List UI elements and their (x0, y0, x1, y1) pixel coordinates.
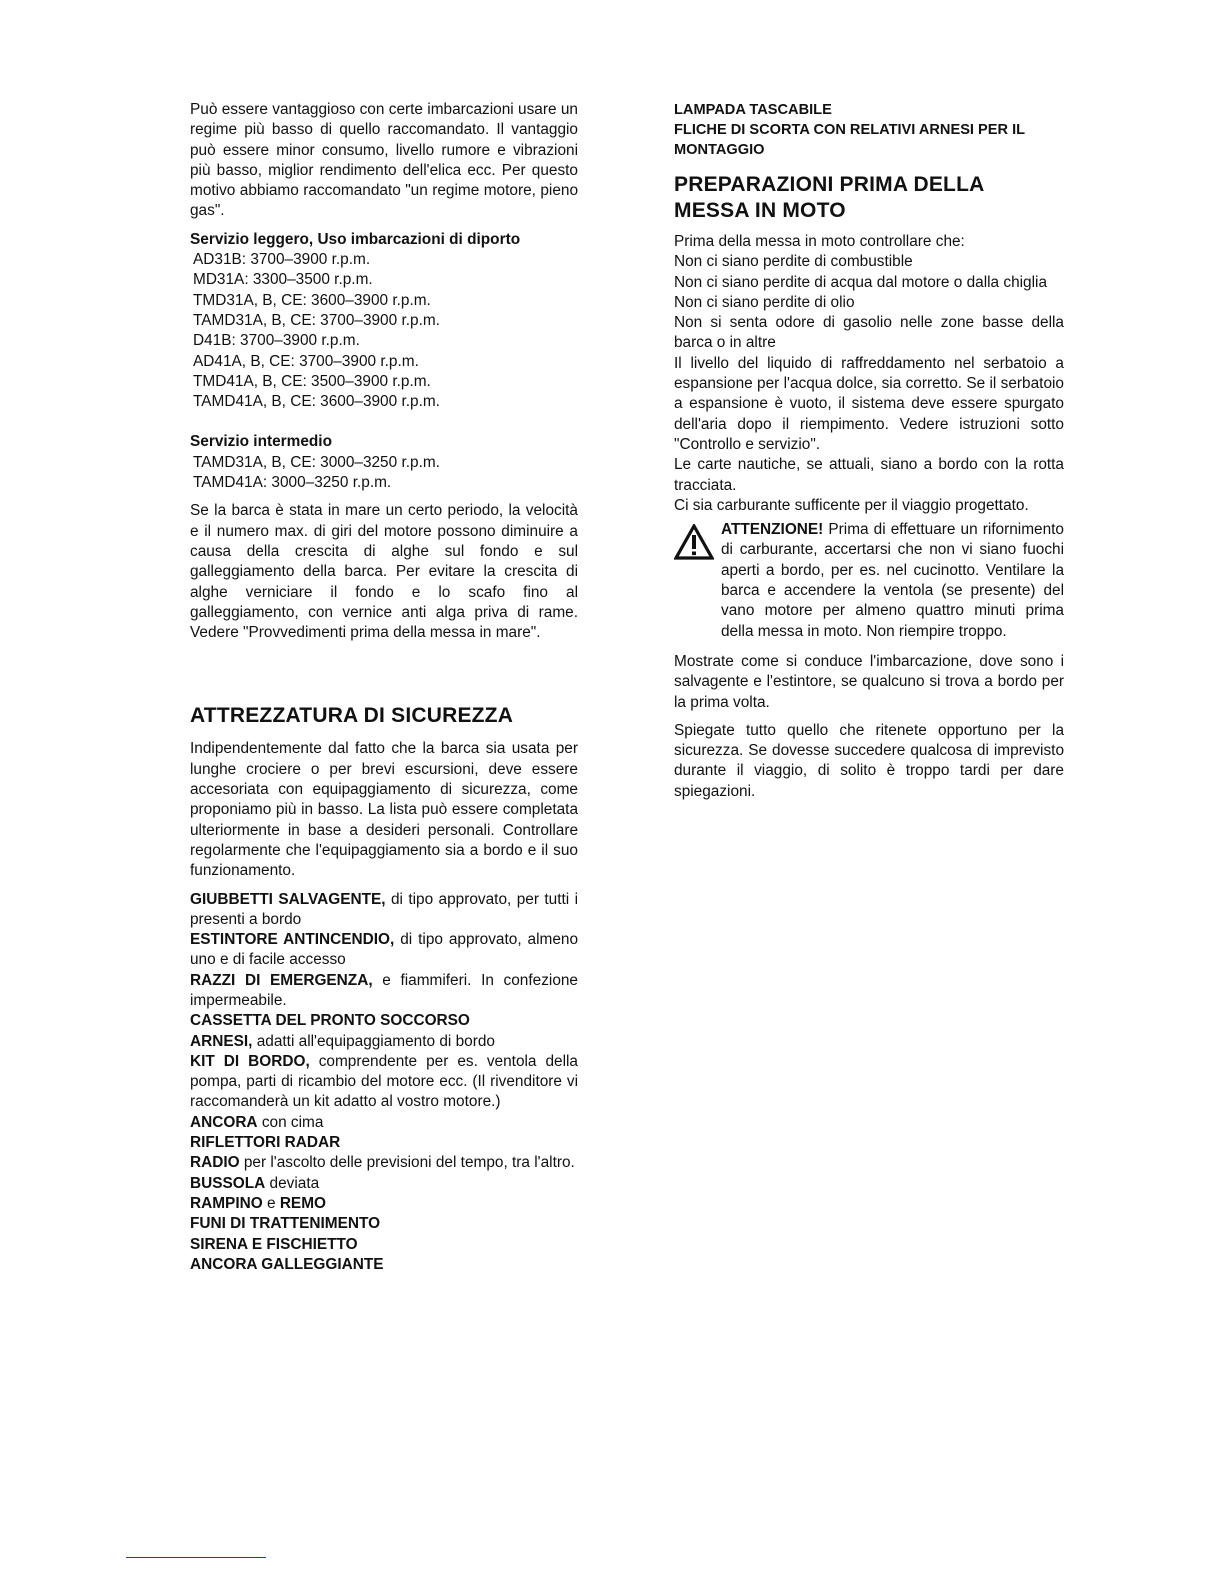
explain-safety-paragraph: Spiegate tutto quello che ritenete opportuno per la sicurezza. Se dovesse succedere qualcosa di imprevisto durante il viaggio, di solito è troppo tardi per dare spiegazioni. (674, 721, 1064, 800)
equipment-item: ANCORA GALLEGGIANTE (190, 1255, 384, 1273)
equipment-item: BUSSOLA deviata (190, 1174, 320, 1192)
safety-equipment-list (190, 890, 578, 1276)
equipment-item: ESTINTORE ANTINCENDIO, di tipo approvato, almeno uno e di facile accesso (190, 931, 579, 969)
equipment-item: RIFLETTORI RADAR (190, 1134, 341, 1152)
safety-intro-paragraph: Indipendentemente dal fatto che la barca sia usata per lunghe crociere o per brevi escursioni, deve essere accesoriata con equipaggiamento di sicurezza, come proponiamo più in basso. La lista può essere completata ulteriormente in base a desideri personali. Controllare regolarmente che l'equipaggiamento sia a bordo e il suo funzionamento. (190, 740, 578, 880)
show-vessel-paragraph: Mostrate come si conduce l'imbarcazione, dove sono i salvagente e l'estintore, se qualcuno si trova a bordo per la prima volta. (674, 652, 1064, 711)
warning-text: ATTENZIONE! Prima di effettuare un rifornimento di carburante, accertarsi che non vi siano fuochi aperti a bordo, per es. nel cucinotto. Ventilare la barca e accendere la ventola (se presente) del vano motore per almeno quattro minuti prima della messa in moto. Non riempire troppo. (721, 521, 1064, 640)
rpm-item: AD31B: 3700–3900 r.p.m. (193, 251, 371, 269)
checklist-item: Prima della messa in moto controllare che: (674, 233, 965, 250)
checklist-item: Le carte nautiche, se attuali, siano a bordo con la rotta tracciata. (674, 456, 1064, 494)
equipment-item-flashlight: LAMPADA TASCABILE (674, 102, 832, 118)
warning-label: ATTENZIONE! (721, 521, 824, 539)
medium-duty-rpm-list (190, 453, 578, 494)
equipment-item: GIUBBETTI SALVAGENTE, di tipo approvato, per tutti i presenti a bordo (190, 890, 578, 928)
equipment-item: RAZZI DI EMERGENZA, e fiammiferi. In confezione impermeabile. (190, 971, 578, 1009)
rpm-item: D41B: 3700–3900 r.p.m. (193, 332, 360, 350)
equipment-item: RADIO per l'ascolto delle previsioni del tempo, tra l'altro. (190, 1154, 575, 1172)
fuel-warning (674, 520, 1064, 642)
equipment-item: KIT DI BORDO, comprendente per es. ventola della pompa, parti di ricambio del motore ecc. (Il rivenditore vi raccomanderà un kit adatto al vostro motore.) (190, 1052, 578, 1111)
rpm-item: TAMD41A: 3000–3250 r.p.m. (193, 474, 392, 492)
checklist-item: Non ci siano perdite di acqua dal motore o dalla chiglia (674, 273, 1048, 291)
equipment-item-spare-plugs: FLICHE DI SCORTA CON RELATIVI ARNESI PER IL MONTAGGIO (674, 122, 1025, 158)
right-column (674, 100, 1064, 810)
equipment-item: ANCORA con cima (190, 1113, 324, 1131)
warning-triangle-icon (674, 524, 714, 560)
preparation-heading: PREPARAZIONI PRIMA DELLA MESSA IN MOTO (674, 173, 985, 222)
checklist-item: Non ci siano perdite di combustible (674, 253, 913, 271)
rpm-item: TAMD31A, B, CE: 3000–3250 r.p.m. (193, 453, 440, 471)
checklist-item: Ci sia carburante sufficente per il viaggio progettato. (674, 496, 1029, 514)
checklist-item: Non si senta odore di gasolio nelle zone basse della barca o in altre (674, 314, 1064, 352)
checklist-item: Non ci siano perdite di olio (674, 293, 855, 311)
rpm-item: TAMD41A, B, CE: 3600–3900 r.p.m. (193, 393, 440, 411)
safety-equipment-heading: ATTREZZATURA DI SICUREZZA (190, 704, 514, 728)
checklist-item: Il livello del liquido di raffreddamento nel serbatoio a espansione per l'acqua dolce, sia corretto. Se il serbatoio a espansione è vuoto, il sistema deve essere spurgato dell'aria dopo il riempimento. Vedere istruzioni sotto "Controllo e servizio". (674, 354, 1064, 453)
medium-duty-heading: Servizio intermedio (190, 433, 332, 451)
equipment-item: ARNESI, adatti all'equipaggiamento di bordo (190, 1032, 495, 1050)
left-column (190, 100, 578, 1275)
equipment-item: SIRENA E FISCHIETTO (190, 1235, 358, 1253)
rpm-item: TMD41A, B, CE: 3500–3900 r.p.m. (193, 372, 431, 390)
pre-start-checklist (674, 232, 1064, 516)
rpm-item: TAMD31A, B, CE: 3700–3900 r.p.m. (193, 311, 440, 329)
algae-note-paragraph: Se la barca è stata in mare un certo periodo, la velocità e il numero max. di giri del motore possono diminuire a causa della crescita di alghe sul fondo e sul galleggiamento della barca. Per evitare la crescita di alghe verniciare il fondo e lo scafo fino al galleggiamento, con vernice anti alga priva di rame. Vedere "Provvedimenti prima della messa in mare". (190, 502, 578, 642)
rpm-item: MD31A: 3300–3500 r.p.m. (193, 271, 373, 289)
rpm-item: TMD31A, B, CE: 3600–3900 r.p.m. (193, 291, 431, 309)
equipment-item: RAMPINO e REMO (190, 1194, 326, 1212)
rpm-item: AD41A, B, CE: 3700–3900 r.p.m. (193, 352, 419, 370)
footnote-rule (126, 1557, 266, 1558)
light-duty-rpm-list (190, 250, 578, 412)
equipment-item: FUNI DI TRATTENIMENTO (190, 1215, 381, 1233)
intro-paragraph: Può essere vantaggioso con certe imbarcazioni usare un regime più basso di quello raccomandato. Il vantaggio può essere minor consumo, livello rumore e vibrazioni più basso, miglior rendimento dell'elica ecc. Per questo motivo abbiamo raccomandato "un regime motore, pieno gas". (190, 101, 578, 220)
light-duty-heading: Servizio leggero, Uso imbarcazioni di diporto (190, 230, 521, 248)
equipment-item: CASSETTA DEL PRONTO SOCCORSO (190, 1012, 470, 1030)
